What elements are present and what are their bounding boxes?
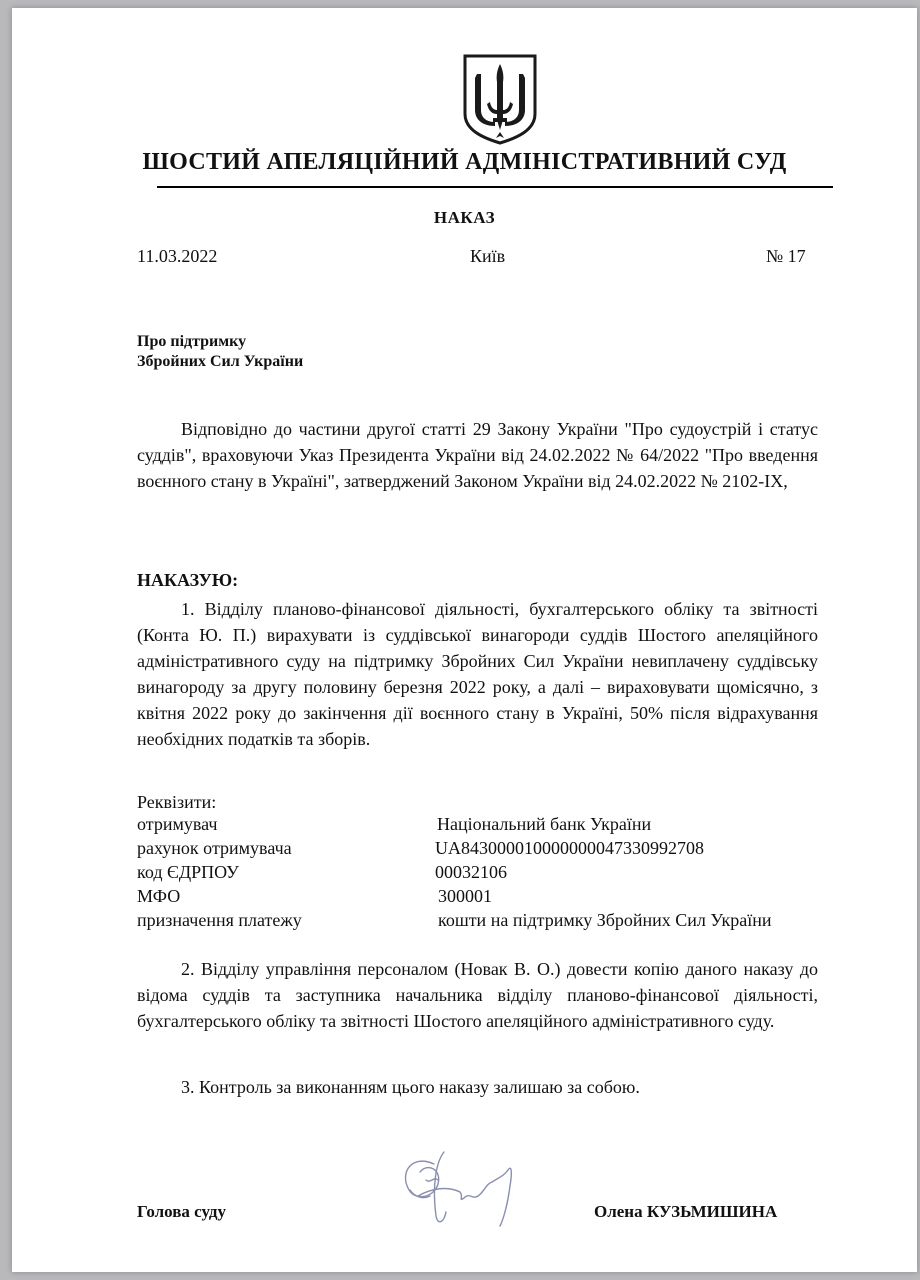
document-page — [12, 8, 917, 1272]
req-value-mfo: 300001 — [438, 886, 492, 906]
header-divider — [157, 186, 833, 188]
order-date: 11.03.2022 — [137, 246, 218, 266]
req-label-purpose: призначення платежу — [137, 910, 302, 930]
req-value-edrpou: 00032106 — [435, 862, 507, 882]
signatory-name: Олена КУЗЬМИШИНА — [594, 1202, 778, 1221]
req-value-account: UA843000010000000047330992708 — [435, 838, 704, 858]
req-value-recipient: Національний банк України — [437, 814, 652, 834]
order-heading: НАКАЗУЮ: — [137, 570, 239, 590]
handwritten-signature — [352, 1126, 542, 1246]
req-label-account: рахунок отримувача — [137, 838, 292, 858]
trident-emblem-icon — [457, 52, 543, 146]
subject-line-1: Про підтримку — [137, 333, 247, 350]
item-3-paragraph: 3. Контроль за виконанням цього наказу залишаю за собою. — [181, 1077, 640, 1097]
signatory-position: Голова суду — [137, 1202, 226, 1221]
item-2-paragraph: 2. Відділу управління персоналом (Новак В. О.) довести копію даного наказу до відома суддів та заступника начальника відділу планово-фінансової діяльності, бухгалтерського обліку та звітності Шостого апеляційного адміністративного суду. — [137, 959, 818, 1031]
court-name: ШОСТИЙ АПЕЛЯЦІЙНИЙ АДМІНІСТРАТИВНИЙ СУД — [142, 149, 787, 175]
req-value-purpose: кошти на підтримку Збройних Сил України — [438, 910, 772, 930]
req-label-recipient: отримувач — [137, 814, 218, 834]
item-1-paragraph: 1. Відділу планово-фінансової діяльності, бухгалтерського обліку та звітності (Конта Ю. П.) вирахувати із суддівської винагороди суддів Шостого апеляційного адміністративного суду на підтримку Збройних Сил України невиплачену суддівську винагороду за другу половину березня 2022 року, а далі – вираховувати щомісячно, з квітня 2022 року до закінчення дії воєнного стану в Україні, 50% після відрахування необхідних податків та зборів. — [137, 599, 818, 749]
subject-line-2: Збройних Сил України — [137, 353, 304, 370]
req-label-mfo: МФО — [137, 886, 181, 906]
preamble-paragraph: Відповідно до частини другої статті 29 Закону України "Про судоустрій і статус суддів", враховуючи Указ Президента України від 24.02.2022 № 64/2022 "Про введення воєнного стану в Україні", затверджений Законом України від 24.02.2022 № 2102-IX, — [137, 419, 818, 491]
order-city: Київ — [470, 246, 506, 266]
order-subject — [137, 332, 303, 372]
req-label-edrpou: код ЄДРПОУ — [137, 862, 239, 882]
requisites-title: Реквізити: — [137, 792, 217, 812]
document-type: НАКАЗ — [433, 208, 496, 227]
order-number: № 17 — [766, 246, 806, 266]
